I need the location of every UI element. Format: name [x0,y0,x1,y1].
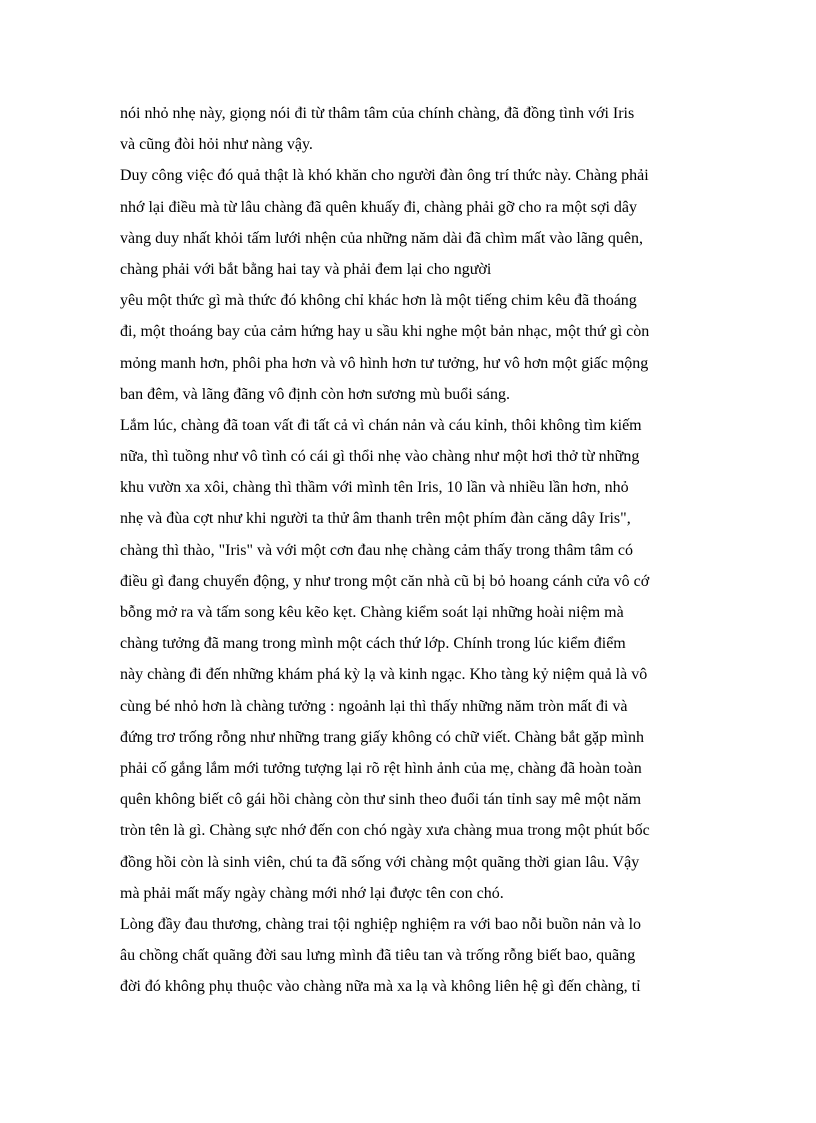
text-line: bỗng mở ra và tấm song kêu kẽo kẹt. Chàng kiểm soát lại những hoài niệm mà [120,604,624,621]
text-line: nữa, thì tuồng như vô tình có cái gì thổi nhẹ vào chàng như một hơi thở từ những [120,448,640,466]
text-line: Lắm lúc, chàng đã toan vất đi tất cả vì chán nản và cáu kỉnh, thôi không tìm kiếm [120,416,642,434]
text-line: âu chồng chất quãng đời sau lưng mình đã tiêu tan và trống rỗng biết bao, quãng [120,947,636,965]
text-line: nhớ lại điều mà từ lâu chàng đã quên khuấy đi, chàng phải gỡ cho ra một sợi dây [120,198,638,216]
text-line: Duy công việc đó quả thật là khó khăn cho người đàn ông trí thức này. Chàng phải [120,167,649,185]
text-line: cùng bé nhỏ hơn là chàng tưởng : ngoảnh lại thì thấy những năm tròn mất đi và [120,697,628,715]
text-line: ban đêm, và lãng đãng vô định còn hơn sương mù buổi sáng. [120,385,510,403]
text-line: chàng tưởng đã mang trong mình một cách thứ lớp. Chính trong lúc kiểm điểm [120,635,626,653]
text-line: đời đó không phụ thuộc vào chàng nữa mà xa lạ và không liên hệ gì đến chàng, tỉ [120,978,641,996]
text-line: mỏng manh hơn, phôi pha hơn và vô hình hơn tư tưởng, hư vô hơn một giấc mộng [120,354,649,372]
text-line: nói nhỏ nhẹ này, giọng nói đi từ thâm tâm của chính chàng, đã đồng tình với Iris [120,105,635,122]
text-line: tròn tên là gì. Chàng sực nhớ đến con chó ngày xưa chàng mua trong một phút bốc [120,822,650,840]
text-line: quên không biết cô gái hồi chàng còn thư sinh theo đuổi tán tỉnh say mê một năm [120,791,642,809]
text-line: khu vườn xa xôi, chàng thì thầm với mình tên Iris, 10 lần và nhiều lần hơn, nhỏ [120,479,629,497]
body-text [120,98,710,1002]
text-line: đứng trơ trống rỗng như những trang giấy không có chữ viết. Chàng bắt gặp mình [120,728,644,746]
text-line: vàng duy nhất khỏi tấm lưới nhện của những năm dài đã chìm mất vào lãng quên, [120,229,644,247]
text-line: điều gì đang chuyển động, y như trong một căn nhà cũ bị bỏ hoang cánh cửa vô cớ [120,572,650,590]
text-line: chàng thì thào, "Iris" và với một cơn đau nhẹ chàng cảm thấy trong thâm tâm có [120,541,633,559]
text-line: đi, một thoáng bay của cảm hứng hay u sầu khi nghe một bản nhạc, một thứ gì còn [120,323,650,341]
text-line: này chàng đi đến những khám phá kỳ lạ và kinh ngạc. Kho tàng kỷ niệm quả là vô [120,666,648,684]
text-line: yêu một thức gì mà thức đó không chỉ khác hơn là một tiếng chim kêu đã thoáng [120,292,637,310]
text-line: mà phải mất mấy ngày chàng mới nhớ lại được tên con chó. [120,884,504,902]
text-line: phải cố gắng lắm mới tưởng tượng lại rõ rệt hình ảnh của mẹ, chàng đã hoàn toàn [120,759,642,777]
text-line: nhẹ và đùa cợt như khi người ta thử âm thanh trên một phím đàn căng dây Iris", [120,510,631,528]
text-line: chàng phải với bắt bằng hai tay và phải đem lại cho người [120,260,492,278]
text-line: và cũng đòi hỏi như nàng vậy. [120,136,313,154]
text-line: đồng hồi còn là sinh viên, chú ta đã sống với chàng một quãng thời gian lâu. Vậy [120,853,640,871]
text-line: Lòng đầy đau thương, chàng trai tội nghiệp nghiệm ra với bao nỗi buồn nản và lo [120,915,642,933]
